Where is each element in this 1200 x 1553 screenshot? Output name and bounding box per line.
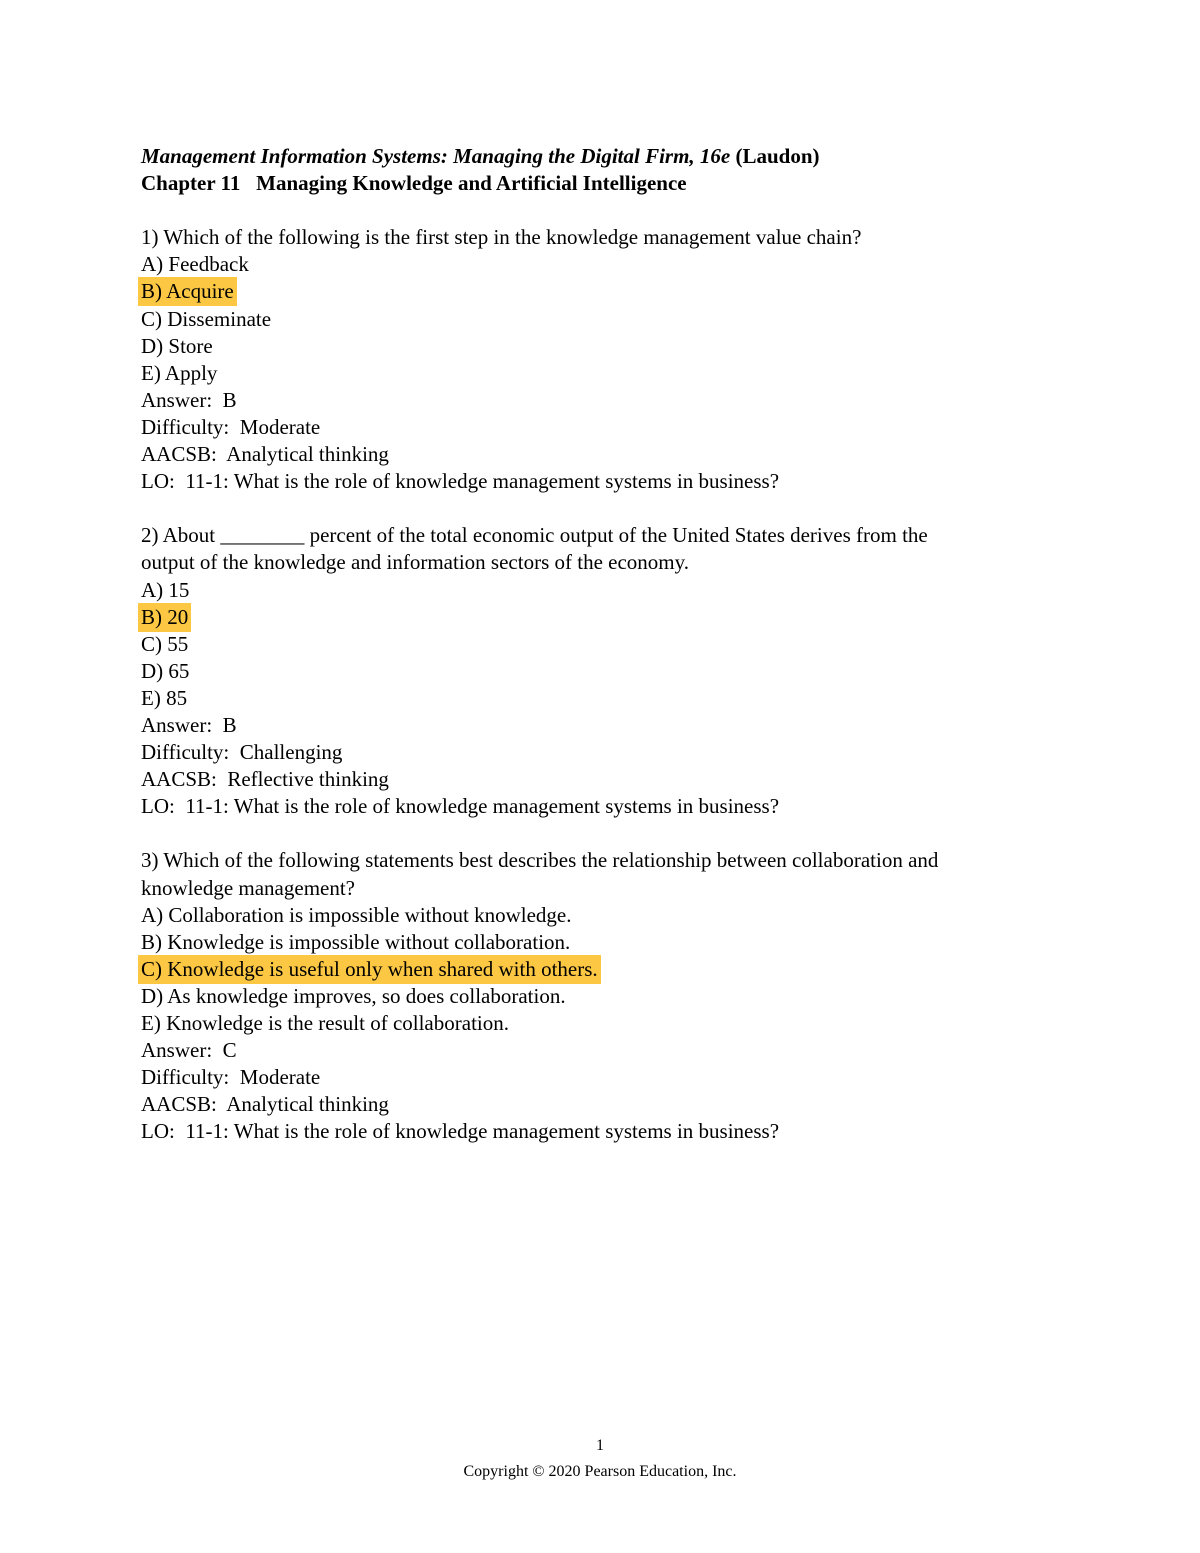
answer-option	[141, 956, 1061, 983]
answer-option	[141, 929, 1061, 956]
learning-objective-line: LO: 11-1: What is the role of knowledge management systems in business?	[141, 469, 780, 494]
document-page	[141, 143, 1061, 1145]
spacer	[141, 495, 1061, 522]
option-text: E) Apply	[141, 360, 218, 385]
learning-objective-line: LO: 11-1: What is the role of knowledge management systems in business?	[141, 794, 780, 819]
answer-option	[141, 685, 1061, 712]
question-stem-line: 3) Which of the following statements best describes the relationship between collaboration and	[141, 848, 939, 873]
difficulty-line: Difficulty: Challenging	[141, 740, 343, 765]
answer-option	[141, 278, 1061, 305]
answer-line: Answer: C	[141, 1038, 237, 1063]
book-author: (Laudon)	[735, 144, 820, 168]
question-block	[141, 522, 1061, 820]
answer-option	[141, 658, 1061, 685]
answer-option	[141, 306, 1061, 333]
option-text: A) Feedback	[141, 252, 249, 277]
question-stem-line: 2) About ________ percent of the total economic output of the United States derives from the	[141, 523, 928, 548]
answer-option	[141, 360, 1061, 387]
question-stem-line: 1) Which of the following is the first step in the knowledge management value chain?	[141, 225, 862, 250]
option-text: A) Collaboration is impossible without knowledge.	[141, 902, 572, 927]
highlighted-option-text: B) 20	[141, 603, 191, 632]
chapter-label: Chapter 11	[141, 171, 241, 196]
option-text: E) Knowledge is the result of collaboration.	[141, 1011, 509, 1035]
difficulty-line: Difficulty: Moderate	[141, 414, 321, 439]
answer-option	[141, 631, 1061, 658]
aacsb-line: AACSB: Analytical thinking	[141, 1092, 389, 1117]
question-list	[141, 224, 1061, 1145]
chapter-title: Managing Knowledge and Artificial Intelligence	[256, 171, 687, 196]
option-text: E) 85	[141, 685, 188, 710]
copyright-notice: Copyright © 2020 Pearson Education, Inc.	[463, 1463, 737, 1480]
question-block	[141, 847, 1061, 1145]
question-stem-line: output of the knowledge and information sectors of the economy.	[141, 550, 689, 575]
option-text: A) 15	[141, 577, 190, 602]
aacsb-line: AACSB: Analytical thinking	[141, 442, 389, 467]
answer-line: Answer: B	[141, 387, 237, 412]
answer-option	[141, 983, 1061, 1010]
highlighted-option-text: C) Knowledge is useful only when shared with others.	[141, 955, 601, 984]
aacsb-line: AACSB: Reflective thinking	[141, 767, 389, 792]
highlighted-option-text: B) Acquire	[141, 277, 237, 306]
option-text: B) Knowledge is impossible without collaboration.	[141, 929, 571, 954]
answer-option	[141, 577, 1061, 604]
page-number: 1	[596, 1437, 604, 1454]
learning-objective-line: LO: 11-1: What is the role of knowledge management systems in business?	[141, 1119, 780, 1144]
option-text: D) As knowledge improves, so does collaboration.	[141, 983, 566, 1008]
answer-option	[141, 604, 1061, 631]
spacer	[141, 820, 1061, 847]
option-text: D) 65	[141, 658, 190, 683]
book-heading	[141, 143, 1061, 170]
answer-option	[141, 1010, 1061, 1037]
answer-line: Answer: B	[141, 712, 237, 737]
spacer	[141, 197, 1061, 224]
option-text: D) Store	[141, 333, 213, 358]
option-text: C) Disseminate	[141, 306, 272, 331]
option-text: C) 55	[141, 631, 189, 656]
answer-option	[141, 333, 1061, 360]
question-block	[141, 224, 1061, 495]
book-title: Management Information Systems: Managing the Digital Firm, 16e	[141, 144, 731, 168]
question-stem-line: knowledge management?	[141, 875, 355, 900]
answer-option	[141, 251, 1061, 278]
difficulty-line: Difficulty: Moderate	[141, 1065, 321, 1090]
answer-option	[141, 902, 1061, 929]
chapter-heading	[141, 170, 1061, 197]
